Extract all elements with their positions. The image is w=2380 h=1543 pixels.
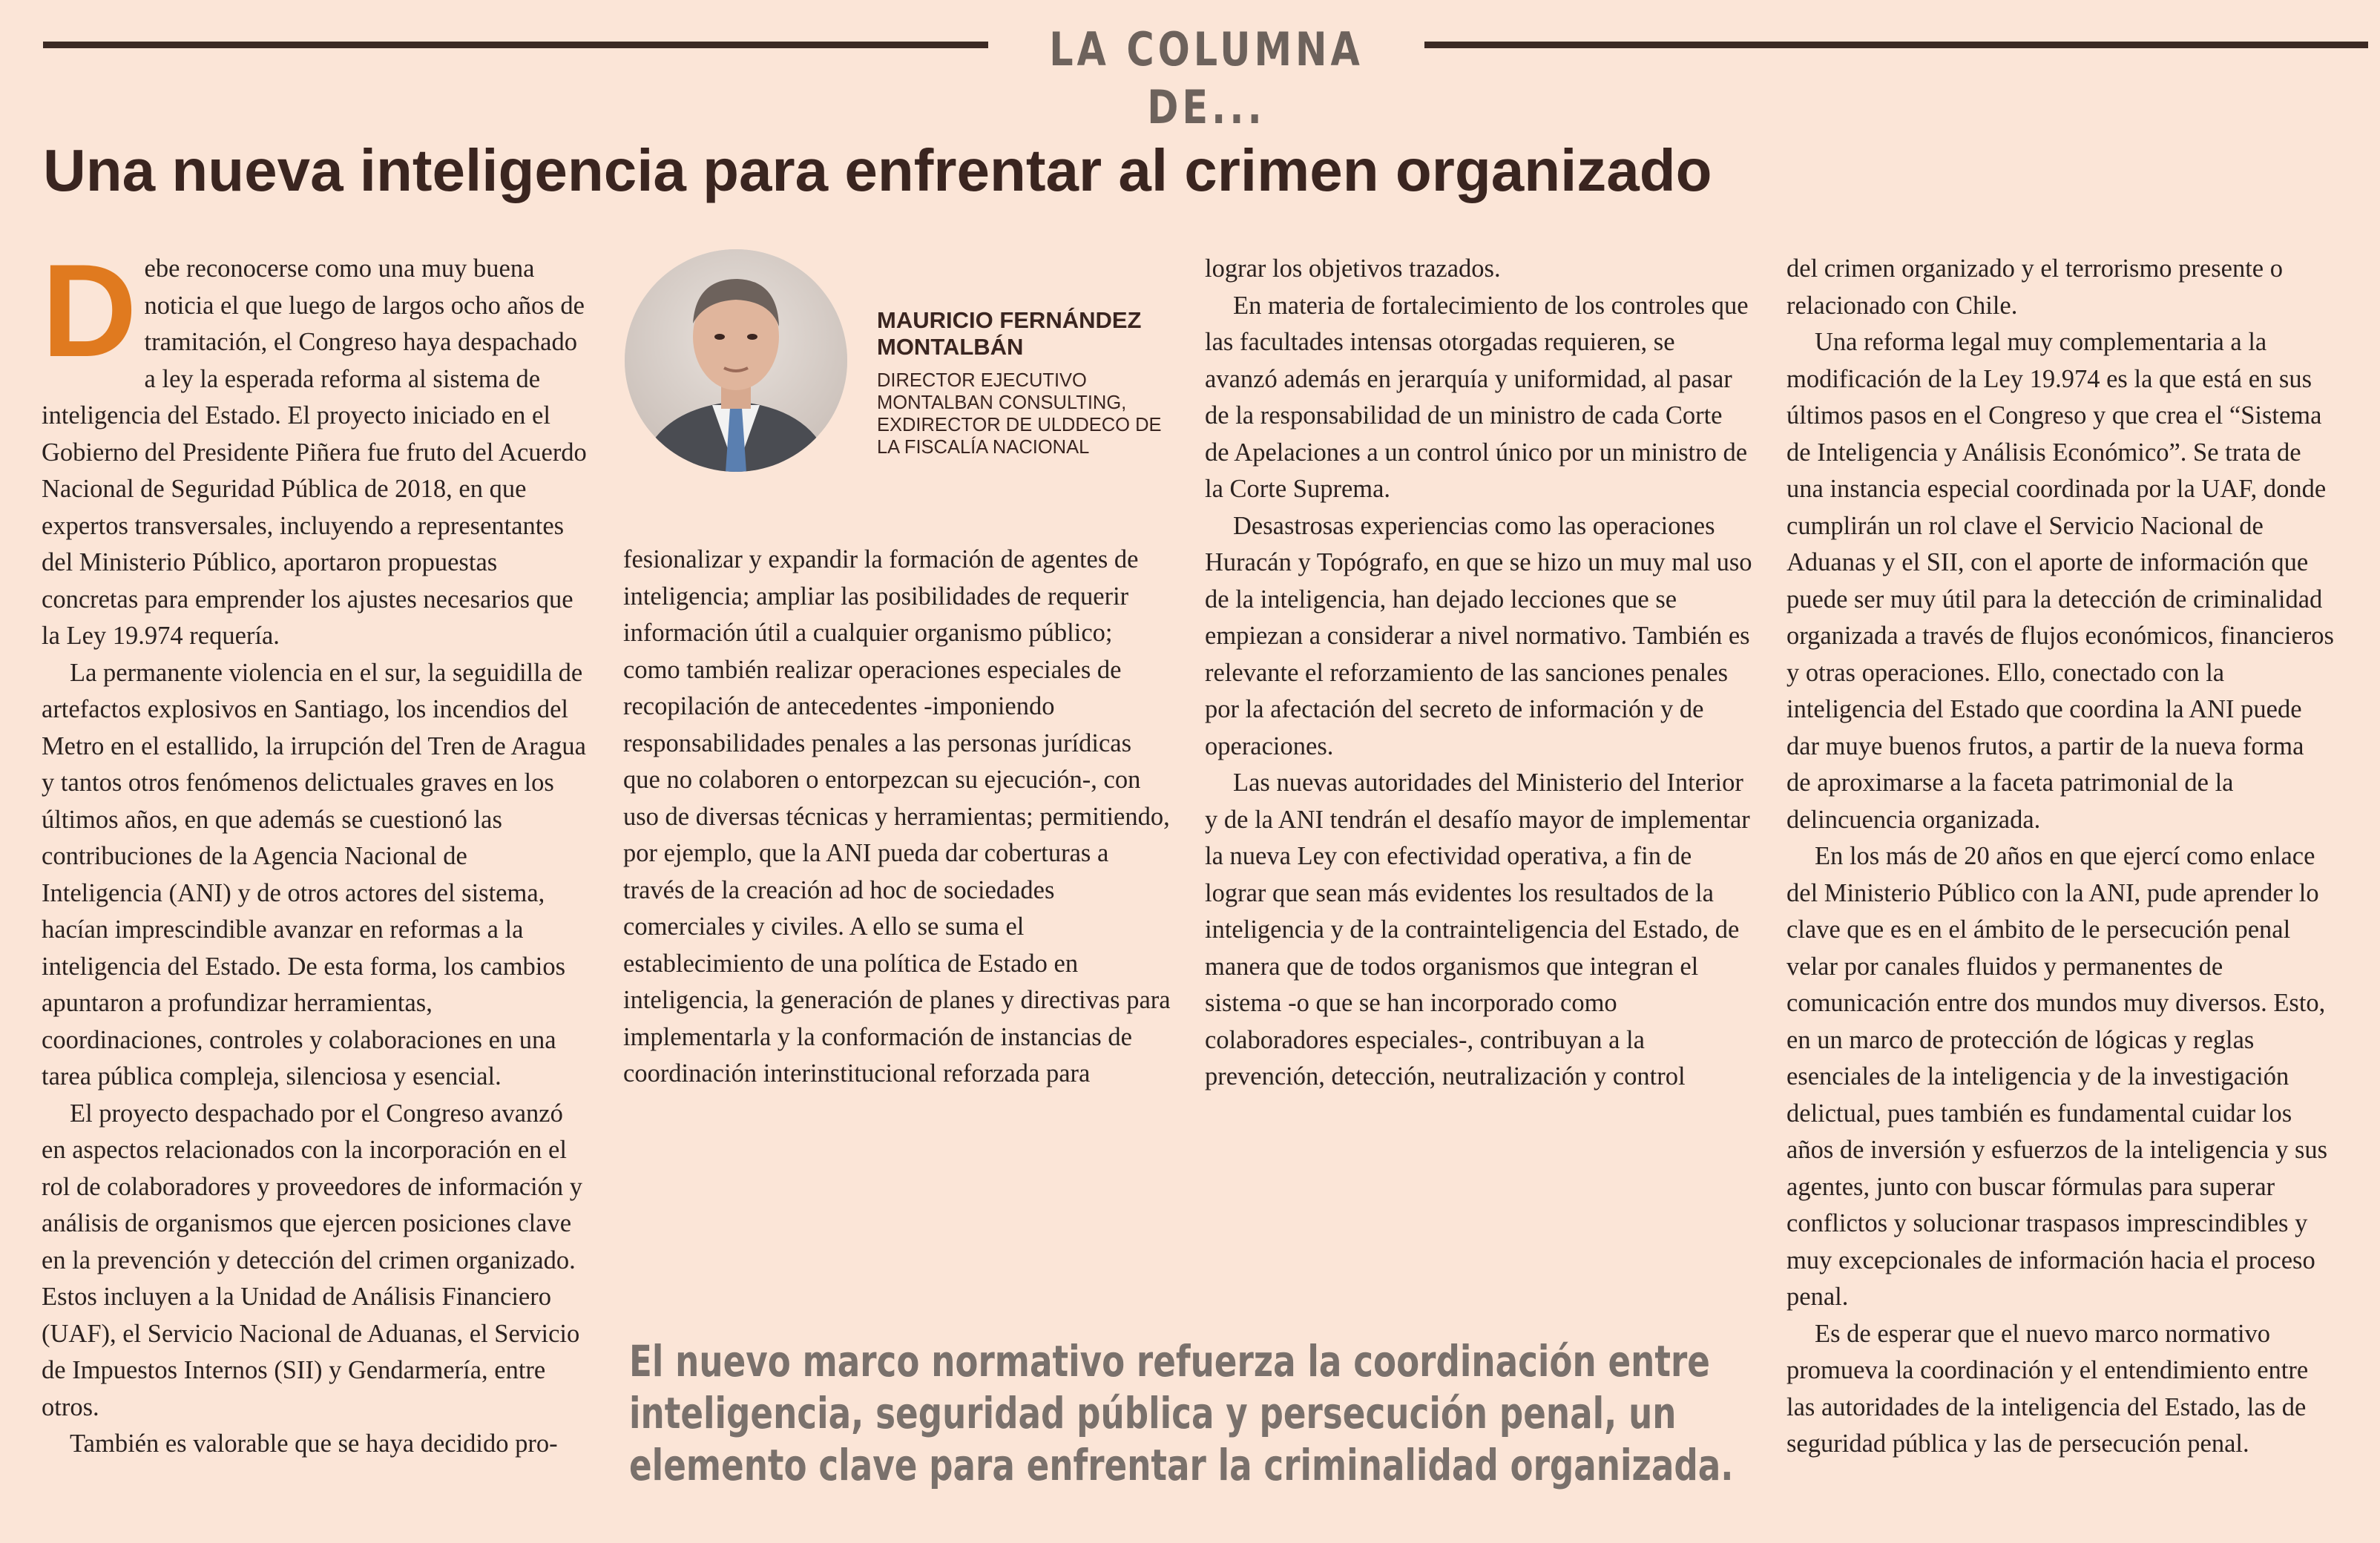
headline: Una nueva inteligencia para enfrentar al crimen organizado	[43, 137, 1712, 203]
header-rule-right	[1424, 42, 2368, 48]
paragraph: En materia de fortalecimiento de los controles que las facultades intensas otorgadas requieren, se avanzó además en jerarquía y uniformidad, al pasar de la responsabilidad de un ministro de cada Corte de Apelaciones a un control único por un ministro de la Corte Suprema.	[1205, 291, 1749, 503]
article-column-1	[42, 237, 589, 1463]
paragraph: Una reforma legal muy complementaria a la modificación de la Ley 19.974 es la que está en sus últimos pasos en el Congreso y que crea el “Sistema de Inteligencia y Análisis Económico”. Se trata de una instancia especial coordinada por la UAF, donde cumplirán un rol clave el Servicio Nacional de Aduanas y el SII, con el aporte de información que puede ser muy útil para la detección de criminalidad organizada a través de flujos económicos, financieros y otras operaciones. Ello, conectado con la inteligencia del Estado que coordina la ANI puede dar muye buenos frutos, a partir de la nueva forma de aproximarse a la faceta patrimonial de la delincuencia organizada.	[1786, 328, 2334, 834]
paragraph: Es de esperar que el nuevo marco normativo promueva la coordinación y el entendimiento entre las autoridades de la inteligencia del Estado, las de seguridad pública y las de persecución penal.	[1786, 1319, 2309, 1458]
article-column-2	[623, 542, 1171, 1093]
author-role: DIRECTOR EJECUTIVO MONTALBAN CONSULTING, EXDIRECTOR DE ULDDECO DE LA FISCALÍA NACIONAL	[877, 370, 1162, 458]
paragraph: del crimen organizado y el terrorismo presente o relacionado con Chile.	[1786, 254, 2283, 320]
paragraph: Las nuevas autoridades del Ministerio del Interior y de la ANI tendrán el desafío mayor de implementar la nueva Ley con efectividad operativa, a fin de lograr que sean más evidentes los resultados de la inteligencia y de la contrainteligencia del Estado, de manera que de todos organismos que integran el sistema -o que se han incorporado como colaboradores especiales-, contribuyan a la prevención, detección, neutralización y control	[1205, 769, 1750, 1090]
paragraph: También es valorable que se haya decidido pro-	[70, 1430, 558, 1458]
paragraph: El proyecto despachado por el Congreso avanzó en aspectos relacionados con la incorporación en el rol de colaboradores y proveedores de información y análisis de organismos que ejercen posiciones clave en la prevención y detección del crimen organizado. Estos incluyen a la Unidad de Análisis Financiero (UAF), el Servicio Nacional de Aduanas, el Servicio de Impuestos Internos (SII) y Gendarmería, entre otros.	[42, 1099, 583, 1421]
header-rule-left	[43, 42, 988, 48]
paragraph: lograr los objetivos trazados.	[1205, 254, 1501, 283]
drop-cap: D	[42, 237, 137, 384]
paragraph: fesionalizar y expandir la formación de agentes de inteligencia; ampliar las posibilidades de requerir información útil a cualquier organismo público; como también realizar operaciones especiales de recopilación de antecedentes -imponiendo responsabilidades penales a las personas jurídicas que no colaboren o entorpezcan su ejecución-, con uso de diversas técnicas y herramientas; permitiendo, por ejemplo, que la ANI pueda dar coberturas a través de la creación ad hoc de sociedades comerciales y civiles. A ello se suma el establecimiento de una política de Estado en inteligencia, la generación de planes y directivas para implementarla y la conformación de instancias de coordinación interinstitucional reforzada para	[623, 545, 1171, 1088]
paragraph: Desastrosas experiencias como las operaciones Huracán y Topógrafo, en que se hizo un muy mal uso de la inteligencia, han dejado lecciones que se empiezan a considerar a nivel normativo. También es relevante el reforzamiento de las sanciones penales por la afectación del secreto de información y de operaciones.	[1205, 511, 1752, 760]
paragraph: La permanente violencia en el sur, la seguidilla de artefactos explosivos en Santiago, los incendios del Metro en el estallido, la irrupción del Tren de Aragua y tantos otros fenómenos delictuales graves en los últimos años, en que además se cuestionó las contribuciones de la Agencia Nacional de Inteligencia (ANI) y de otros actores del sistema, hacían imprescindible avanzar en reformas a la inteligencia del Estado. De esta forma, los cambios apuntaron a profundizar herramientas, coordinaciones, controles y colaboraciones en una tarea pública compleja, silenciosa y esencial.	[42, 658, 586, 1090]
pull-quote: El nuevo marco normativo refuerza la coordinación entre inteligencia, seguridad pública y persecución penal, un elemento clave para enfrentar la criminalidad organizada.	[629, 1336, 1734, 1490]
paragraph: ebe reconocerse como una muy buena noticia el que luego de largos ocho años de tramitación, el Congreso haya despachado a ley la esperada reforma al sistema de inteligencia del Estado. El proyecto iniciado en el Gobierno del Presidente Piñera fue fruto del Acuerdo Nacional de Seguridad Pública de 2018, en que expertos transversales, incluyendo a representantes del Ministerio Público, aportaron propuestas concretas para emprender los ajustes necesarios que la Ley 19.974 requería.	[42, 254, 587, 650]
author-portrait-image	[625, 249, 847, 472]
author-name: MAURICIO FERNÁNDEZ MONTALBÁN	[877, 307, 1142, 360]
article-column-3	[1205, 251, 1752, 1096]
author-photo	[625, 249, 847, 472]
article-column-4	[1786, 251, 2334, 1463]
paragraph: En los más de 20 años en que ejercí como enlace del Ministerio Público con la ANI, pude aprender lo clave que es en el ámbito de le persecución penal velar por canales fluidos y permanentes de comunicación entre dos mundos muy diversos. Esto, en un marco de protección de lógicas y reglas esenciales de la inteligencia y de la investigación delictual, pues también es fundamental cuidar los años de inversión y esfuerzos de la inteligencia y sus agentes, junto con buscar fórmulas para superar conflictos y solucionar traspasos imprescindibles y muy excepcionales de información hacia el proceso penal.	[1786, 842, 2328, 1311]
section-label: LA COLUMNA DE...	[1049, 22, 1364, 134]
